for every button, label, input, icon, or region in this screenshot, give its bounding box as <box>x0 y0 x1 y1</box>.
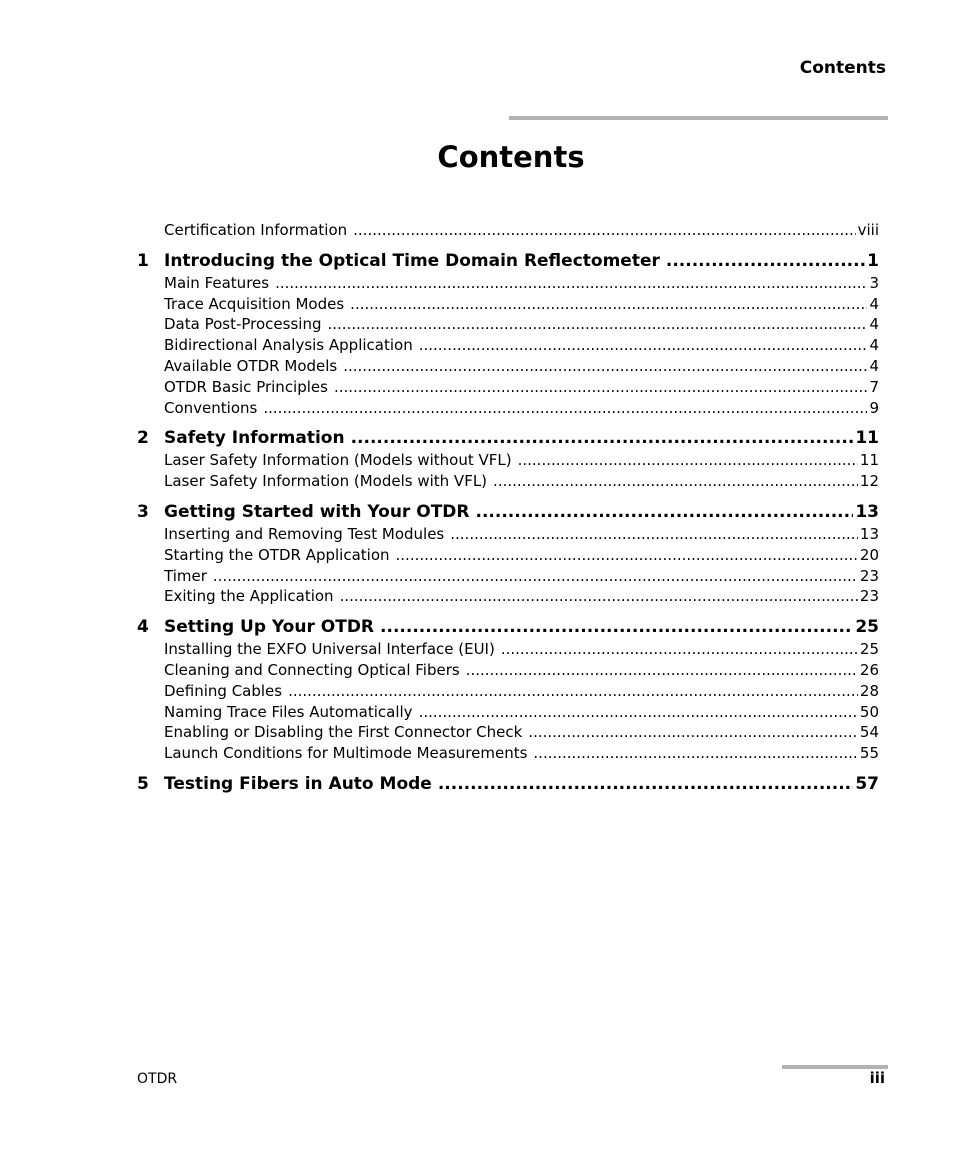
dot-leader <box>351 426 854 450</box>
toc-entry-page: 4 <box>869 315 879 334</box>
dot-leader <box>419 335 868 356</box>
toc-entry[interactable] <box>137 702 879 723</box>
header-rule <box>509 116 888 120</box>
toc-entry[interactable] <box>137 639 879 660</box>
toc-chapter-1[interactable] <box>137 249 879 273</box>
dot-leader <box>501 639 858 660</box>
toc-entry[interactable] <box>137 743 879 764</box>
toc-entry-title: Starting the OTDR Application <box>164 545 390 564</box>
dot-leader <box>450 524 858 545</box>
dot-leader <box>380 615 853 639</box>
dot-leader <box>213 566 858 587</box>
toc-entry[interactable] <box>137 294 879 315</box>
toc-entry-page: 3 <box>869 273 879 292</box>
chapter-title: Getting Started with Your OTDR <box>164 501 470 522</box>
toc-chapter-4[interactable] <box>137 615 879 639</box>
footer-product-name: OTDR <box>137 1071 178 1087</box>
dot-leader <box>343 356 867 377</box>
toc-entry-title: Certification Information <box>164 221 348 239</box>
dot-leader <box>353 220 855 241</box>
toc-chapter-3[interactable] <box>137 500 879 524</box>
dot-leader <box>466 660 858 681</box>
toc-entry-page: 25 <box>859 640 879 659</box>
toc-entry-page: 50 <box>859 702 879 721</box>
dot-leader <box>666 249 865 273</box>
toc-entry[interactable] <box>137 545 879 566</box>
dot-leader <box>528 722 858 743</box>
toc-entry-page: 23 <box>859 587 879 606</box>
chapter-number: 4 <box>137 617 149 638</box>
footer-page-number: iii <box>869 1069 885 1087</box>
toc-entry-title: Data Post-Processing <box>164 315 322 334</box>
dot-leader <box>340 586 858 607</box>
toc-entry-page: 13 <box>859 524 879 543</box>
toc-entry-page: viii <box>857 221 879 239</box>
dot-leader <box>533 743 858 764</box>
dot-leader <box>518 450 858 471</box>
toc-entry-title: Trace Acquisition Modes <box>164 294 345 313</box>
chapter-page: 57 <box>855 773 879 794</box>
running-head: Contents <box>799 58 886 78</box>
toc-entry-title: OTDR Basic Principles <box>164 377 328 396</box>
toc-entry-certification[interactable] <box>137 220 879 241</box>
chapter-page: 11 <box>855 428 879 449</box>
toc-entry-page: 54 <box>859 723 879 742</box>
toc-entry-title: Installing the EXFO Universal Interface (EUI) <box>164 640 495 659</box>
toc-entry-page: 4 <box>869 356 879 375</box>
chapter-page: 13 <box>855 501 879 522</box>
toc-entry[interactable] <box>137 450 879 471</box>
toc-entry-page: 28 <box>859 681 879 700</box>
dot-leader <box>288 681 858 702</box>
dot-leader <box>396 545 858 566</box>
dot-leader <box>275 273 867 294</box>
page-title: Contents <box>437 140 585 174</box>
toc-entry-title: Laser Safety Information (Models without VFL) <box>164 451 512 470</box>
toc-entry[interactable] <box>137 398 879 419</box>
toc-entry[interactable] <box>137 681 879 702</box>
toc-entry[interactable] <box>137 335 879 356</box>
toc-entry[interactable] <box>137 273 879 294</box>
toc-entry-page: 4 <box>869 294 879 313</box>
toc-entry-page: 23 <box>859 566 879 585</box>
chapter-number: 3 <box>137 501 149 522</box>
toc-entry-title: Exiting the Application <box>164 587 334 606</box>
chapter-number: 1 <box>137 250 149 271</box>
toc-entry[interactable] <box>137 586 879 607</box>
chapter-title: Introducing the Optical Time Domain Reflectometer <box>164 250 660 271</box>
chapter-title: Testing Fibers in Auto Mode <box>164 773 432 794</box>
dot-leader <box>263 398 867 419</box>
toc-entry-title: Bidirectional Analysis Application <box>164 336 413 355</box>
toc-entry-page: 26 <box>859 660 879 679</box>
toc-entry-title: Timer <box>164 566 207 585</box>
toc-entry[interactable] <box>137 524 879 545</box>
toc-entry-title: Laser Safety Information (Models with VFL) <box>164 472 488 491</box>
toc-entry-title: Available OTDR Models <box>164 356 338 375</box>
dot-leader <box>350 294 867 315</box>
toc-entry-page: 20 <box>859 545 879 564</box>
toc-entry-title: Enabling or Disabling the First Connector Check <box>164 723 523 742</box>
table-of-contents <box>137 220 879 796</box>
dot-leader <box>438 772 854 796</box>
dot-leader <box>327 314 867 335</box>
toc-entry[interactable] <box>137 722 879 743</box>
chapter-number: 5 <box>137 773 149 794</box>
dot-leader <box>493 471 858 492</box>
toc-entry[interactable] <box>137 566 879 587</box>
dot-leader <box>334 377 867 398</box>
toc-entry-title: Defining Cables <box>164 681 283 700</box>
toc-entry-page: 4 <box>869 336 879 355</box>
toc-chapter-2[interactable] <box>137 426 879 450</box>
toc-entry-page: 11 <box>859 451 879 470</box>
toc-entry[interactable] <box>137 356 879 377</box>
toc-entry-page: 9 <box>869 398 879 417</box>
toc-entry-title: Cleaning and Connecting Optical Fibers <box>164 660 460 679</box>
chapter-page: 1 <box>867 250 879 271</box>
toc-entry[interactable] <box>137 660 879 681</box>
toc-entry-page: 55 <box>859 744 879 763</box>
dot-leader <box>419 702 858 723</box>
chapter-title: Setting Up Your OTDR <box>164 617 375 638</box>
chapter-title: Safety Information <box>164 428 345 449</box>
toc-entry[interactable] <box>137 377 879 398</box>
dot-leader <box>476 500 854 524</box>
toc-entry-title: Conventions <box>164 398 258 417</box>
toc-entry[interactable] <box>137 471 879 492</box>
toc-entry-page: 7 <box>869 377 879 396</box>
toc-entry-title: Inserting and Removing Test Modules <box>164 524 445 543</box>
toc-entry-title: Launch Conditions for Multimode Measurements <box>164 744 528 763</box>
chapter-number: 2 <box>137 428 149 449</box>
toc-entry[interactable] <box>137 314 879 335</box>
toc-chapter-5[interactable] <box>137 772 879 796</box>
toc-entry-title: Naming Trace Files Automatically <box>164 702 413 721</box>
chapter-page: 25 <box>855 617 879 638</box>
toc-entry-page: 12 <box>859 472 879 491</box>
toc-entry-title: Main Features <box>164 273 270 292</box>
